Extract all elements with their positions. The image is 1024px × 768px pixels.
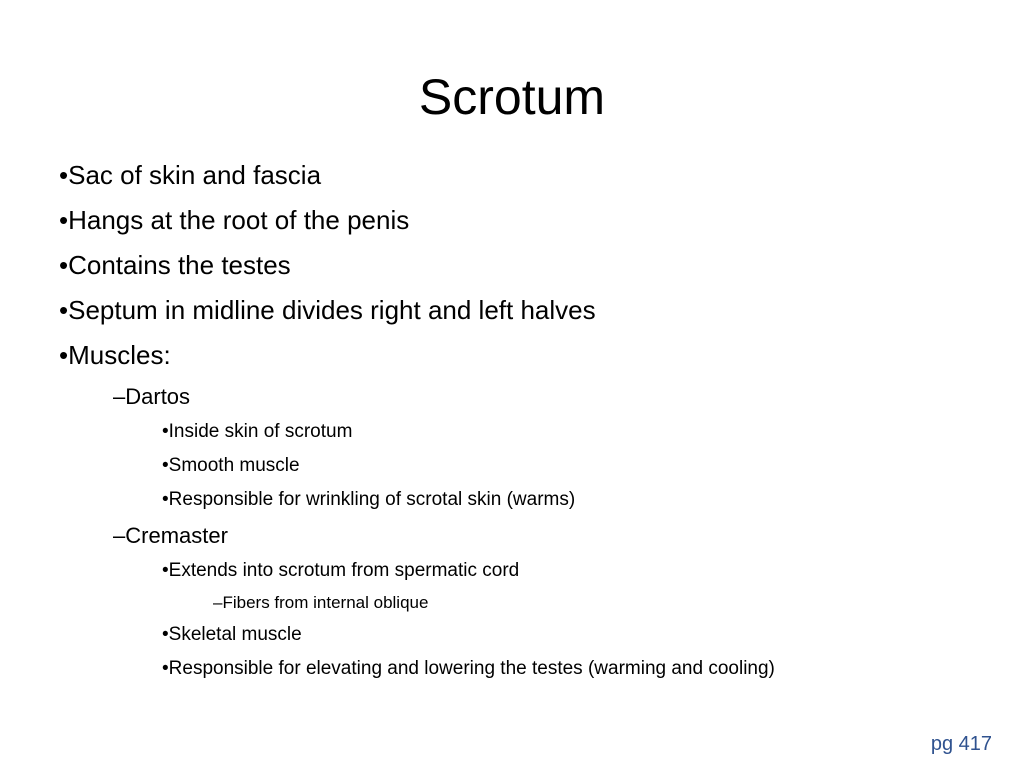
- bullet-text: Muscles:: [68, 340, 171, 370]
- sub-sub-bullet-text: Responsible for elevating and lowering the testes (warming and cooling): [168, 658, 775, 679]
- sub-sub-bullet-item: [162, 559, 519, 583]
- sub-sub-bullet-text: Extends into scrotum from spermatic cord: [168, 560, 520, 581]
- sub-bullet-text: Dartos: [125, 384, 191, 409]
- bullet-text: Hangs at the root of the penis: [68, 205, 410, 235]
- bullet-item: [59, 159, 321, 191]
- bullet-item: [59, 249, 291, 281]
- bullet-marker: •: [162, 455, 169, 476]
- bullet-marker: •: [59, 205, 69, 235]
- sub-bullet-item: [113, 383, 190, 411]
- sub-sub-bullet-text: Inside skin of scrotum: [168, 421, 353, 442]
- page-number: pg 417: [930, 733, 992, 755]
- sub-sub-bullet-item: [162, 657, 775, 681]
- bullet-marker: •: [162, 658, 169, 679]
- sub-sub-bullet-text: Skeletal muscle: [168, 624, 302, 645]
- sub-sub-bullet-text: Responsible for wrinkling of scrotal skin (warms): [168, 489, 576, 510]
- bullet-marker: •: [59, 250, 69, 280]
- bullet-item: [59, 294, 596, 326]
- bullet-text: Septum in midline divides right and left halves: [68, 295, 596, 325]
- bullet-item: [59, 204, 409, 236]
- bullet-marker: •: [162, 489, 169, 510]
- bullet-marker: •: [59, 160, 69, 190]
- sub-sub-bullet-item: [162, 420, 352, 444]
- sub-sub-bullet-item: [162, 623, 302, 647]
- bullet-marker: •: [59, 340, 69, 370]
- bullet-marker: •: [162, 421, 169, 442]
- sub-sub-bullet-text: Smooth muscle: [168, 455, 300, 476]
- level-four-text: Fibers from internal oblique: [222, 593, 429, 612]
- bullet-text: Contains the testes: [68, 250, 291, 280]
- sub-bullet-item: [113, 522, 228, 550]
- bullet-item: [59, 339, 171, 371]
- bullet-marker: •: [162, 624, 169, 645]
- dash-marker: –: [113, 523, 126, 548]
- level-four-item: [213, 592, 428, 614]
- sub-sub-bullet-item: [162, 488, 575, 512]
- dash-marker: –: [113, 384, 126, 409]
- dash-marker: –: [213, 593, 223, 612]
- sub-bullet-text: Cremaster: [125, 523, 228, 548]
- sub-sub-bullet-item: [162, 454, 300, 478]
- slide-title: Scrotum: [418, 69, 606, 125]
- bullet-text: Sac of skin and fascia: [68, 160, 322, 190]
- bullet-marker: •: [162, 560, 169, 581]
- bullet-marker: •: [59, 295, 69, 325]
